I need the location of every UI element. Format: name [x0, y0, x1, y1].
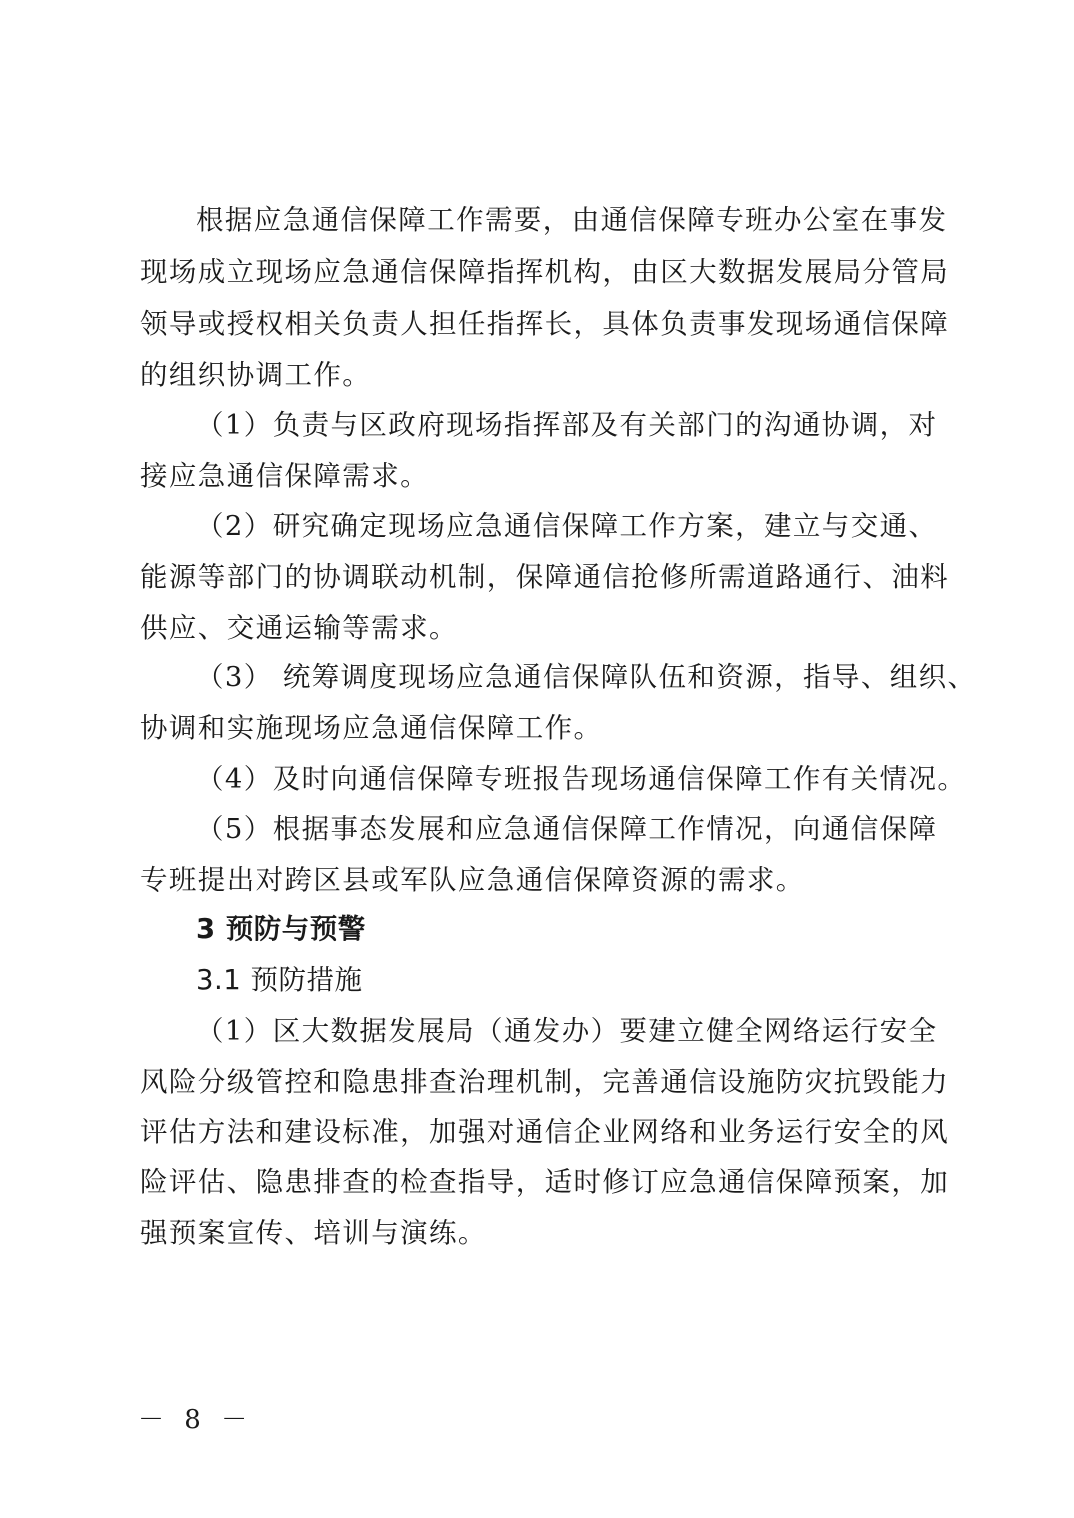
list-item-line: 协调和实施现场应急通信保障工作。	[140, 712, 603, 744]
paragraph-line: 领导或授权相关负责人担任指挥长，具体负责事发现场通信保障	[140, 308, 950, 340]
page-number: － 8 －	[138, 1405, 254, 1435]
list-item-line: （2）研究确定现场应急通信保障工作方案，建立与交通、	[196, 510, 938, 542]
paragraph-line: 的组织协调工作。	[140, 359, 372, 391]
paragraph-line: 现场成立现场应急通信保障指挥机构，由区大数据发展局分管局	[140, 256, 950, 288]
list-item-line: 险评估、隐患排查的检查指导，适时修订应急通信保障预案，加	[140, 1166, 950, 1198]
list-item-line: 能源等部门的协调联动机制，保障通信抢修所需道路通行、油料	[140, 561, 950, 593]
section-heading: 3 预防与预警	[196, 913, 366, 945]
list-item-line: 强预案宣传、培训与演练。	[140, 1217, 487, 1249]
list-item-line: （1）负责与区政府现场指挥部及有关部门的沟通协调，对	[196, 409, 938, 441]
list-item-line: （1）区大数据发展局（通发办）要建立健全网络运行安全	[196, 1015, 938, 1047]
list-item-line: （4）及时向通信保障专班报告现场通信保障工作有关情况。	[196, 763, 967, 795]
list-item-line: 评估方法和建设标准，加强对通信企业网络和业务运行安全的风	[140, 1116, 950, 1148]
list-item-line: 接应急通信保障需求。	[140, 460, 429, 492]
paragraph-line: 根据应急通信保障工作需要，由通信保障专班办公室在事发	[196, 204, 948, 236]
list-item-line: 专班提出对跨区县或军队应急通信保障资源的需求。	[140, 864, 805, 896]
list-item-line: 风险分级管控和隐患排查治理机制，完善通信设施防灾抗毁能力	[140, 1066, 950, 1098]
list-item-line: 供应、交通运输等需求。	[140, 612, 458, 644]
subsection-heading: 3.1 预防措施	[196, 964, 363, 996]
list-item-line: （3） 统筹调度现场应急通信保障队伍和资源，指导、组织、	[196, 661, 977, 693]
list-item-line: （5）根据事态发展和应急通信保障工作情况，向通信保障	[196, 813, 938, 845]
